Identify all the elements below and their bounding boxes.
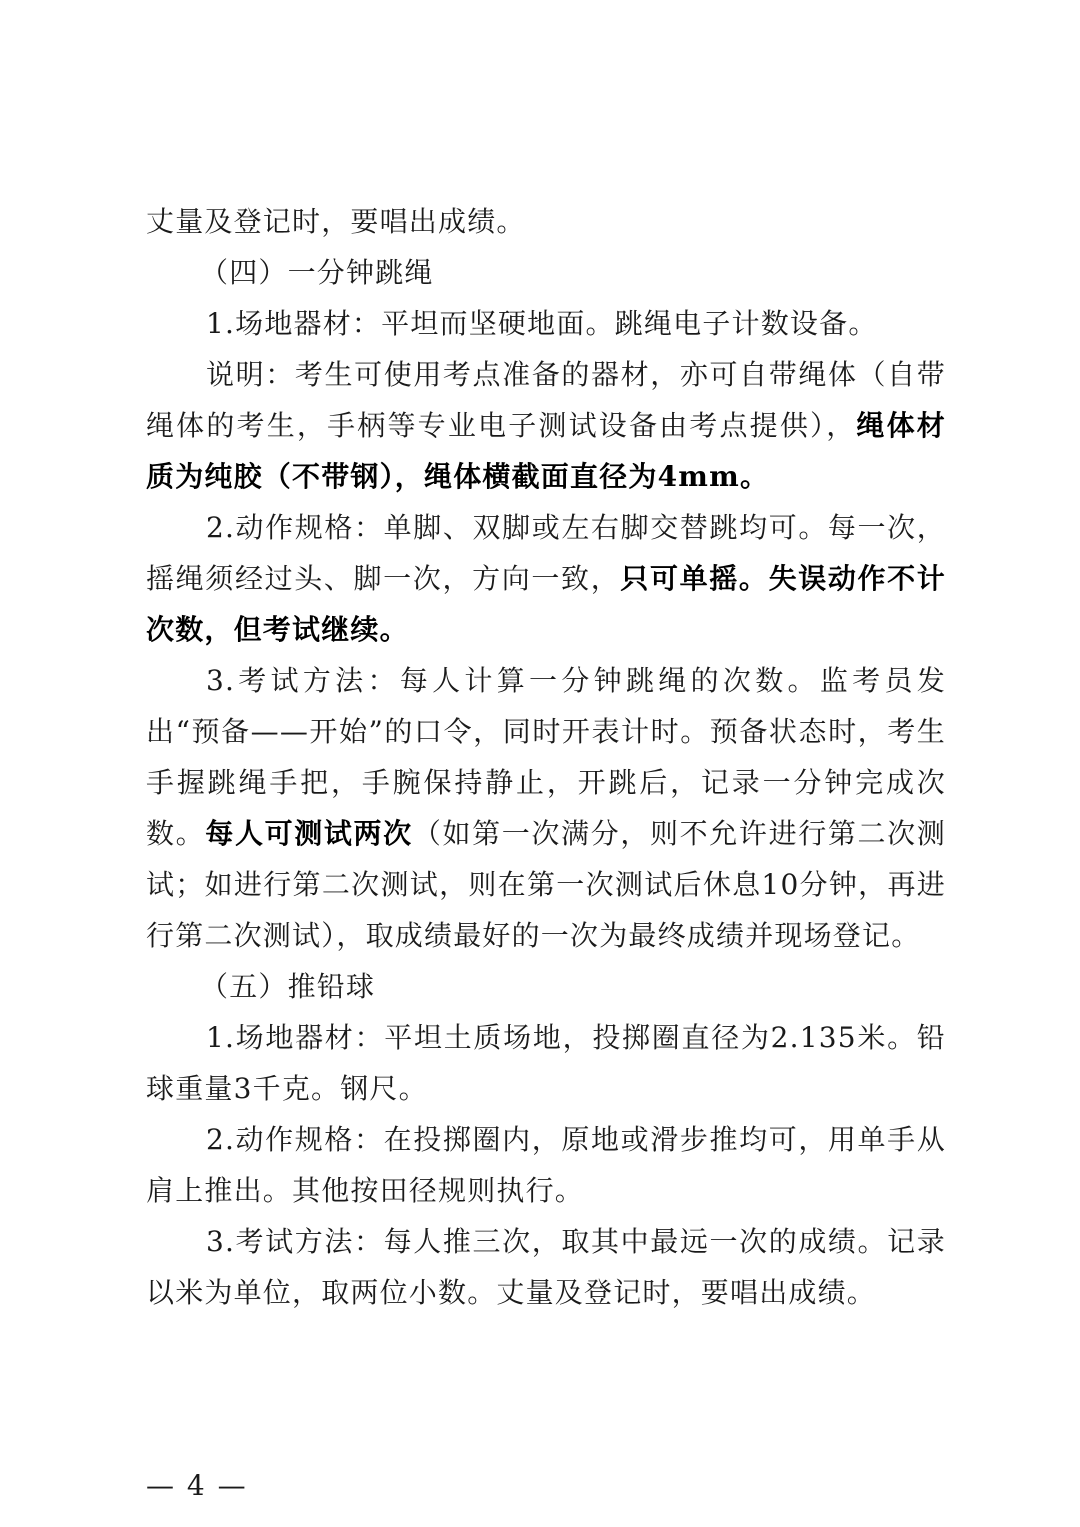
paragraph-text: 1.场地器材：平坦土质场地，投掷圈直径为2.135米。铅球重量3千克。钢尺。 xyxy=(146,1021,946,1105)
paragraph-emphasis: 只可单摇。失误动作不计次数，但考试继续。 xyxy=(146,562,947,646)
paragraph-text: 2.动作规格：单脚、双脚或左右脚交替跳均可。每一次，摇绳须经过头、脚一次，方向一致， xyxy=(146,511,946,595)
paragraph-test-method xyxy=(146,655,946,961)
paragraph-text: 3.考试方法：每人推三次，取其中最远一次的成绩。记录以米为单位，取两位小数。丈量及登记时，要唱出成绩。 xyxy=(146,1225,946,1309)
heading-text: （五）推铅球 xyxy=(200,970,376,1003)
paragraph-emphasis: 绳体材质为纯胶（不带钢），绳体横截面直径为4mm。 xyxy=(146,409,946,493)
page-number: — 4 — xyxy=(146,1469,248,1502)
paragraph-action-spec xyxy=(146,1114,946,1216)
paragraph-equipment xyxy=(146,298,946,349)
paragraph-text: 说明：考生可使用考点准备的器材，亦可自带绳体（自带绳体的考生，手柄等专业电子测试设备由考点提供）， xyxy=(146,358,946,442)
paragraph-equipment xyxy=(146,1012,946,1114)
paragraph-test-method xyxy=(146,1216,946,1318)
paragraph-text: 丈量及登记时，要唱出成绩。 xyxy=(146,205,526,238)
paragraph-emphasis: 每人可测试两次 xyxy=(205,817,413,850)
document-body xyxy=(146,196,946,1318)
paragraph-text: 2.动作规格：在投掷圈内，原地或滑步推均可，用单手从肩上推出。其他按田径规则执行。 xyxy=(146,1123,946,1207)
heading-text: （四）一分钟跳绳 xyxy=(200,256,434,289)
paragraph-text: 1.场地器材：平坦而坚硬地面。跳绳电子计数设备。 xyxy=(206,307,878,340)
paragraph-continuation xyxy=(146,196,946,247)
paragraph-note xyxy=(146,349,946,502)
paragraph-text: （如第一次满分，则不允许进行第二次测试；如进行第二次测试，则在第一次测试后休息10分钟，再进行第二次测试），取成绩最好的一次为最终成绩并现场登记。 xyxy=(146,817,947,952)
paragraph-action-spec xyxy=(146,502,946,655)
section-heading-rope-skipping xyxy=(146,247,946,298)
paragraph-text: 3.考试方法：每人计算一分钟跳绳的次数。监考员发出“预备——开始”的口令，同时开表计时。预备状态时，考生手握跳绳手把，手腕保持静止，开跳后，记录一分钟完成次数。 xyxy=(146,664,946,850)
section-heading-shot-put xyxy=(146,961,946,1012)
